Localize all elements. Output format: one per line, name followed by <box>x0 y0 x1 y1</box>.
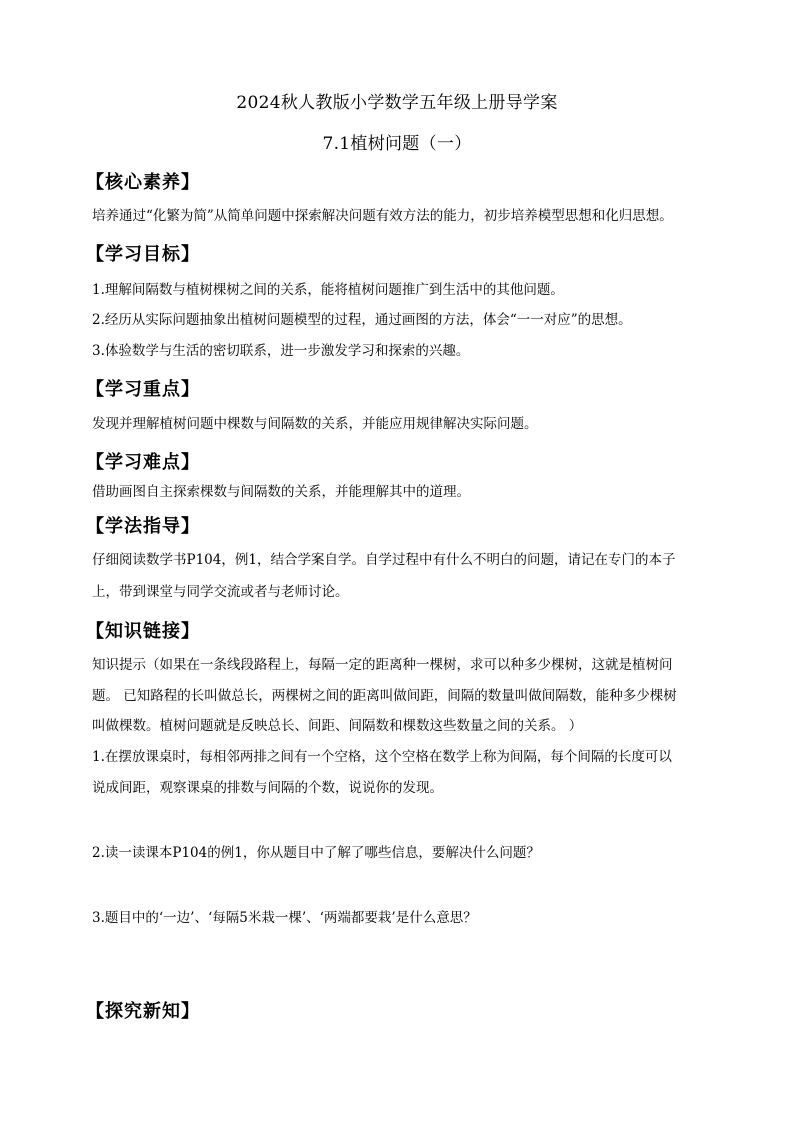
method-text-line-1: 仔细阅读数学书P104，例1，结合学案自学。自学过程中有什么不明白的问题，请记在专门的本子 <box>92 552 676 568</box>
question-1-line-1: 1.在摆放课桌时，每相邻两排之间有一个空格，这个空格在数学上称为间隔，每个间隔的长度可以 <box>92 749 672 765</box>
heading-learning-goals: 【学习目标】 <box>86 244 200 265</box>
question-1-line-2: 说成间距，观察课桌的排数与间隔的个数，说说你的发现。 <box>92 780 443 796</box>
goal-item-2: 2.经历从实际问题抽象出植树问题模型的过程，通过画图的方法，体会“一一对应”的思想。 <box>92 312 632 328</box>
heading-core-literacy: 【核心素养】 <box>86 172 200 193</box>
heading-method-guide: 【学法指导】 <box>86 516 200 537</box>
lesson-title: 7.1植树问题（一） <box>322 134 472 154</box>
heading-difficulties: 【学习难点】 <box>86 452 200 473</box>
difficulties-text: 借助画图自主探索棵数与间隔数的关系，并能理解其中的道理。 <box>92 484 470 500</box>
knowledge-hint-line-1: 知识提示（如果在一条线段路程上，每隔一定的距离种一棵树，求可以种多少棵树，这就是植树问 <box>92 657 673 673</box>
core-literacy-text: 培养通过“化繁为简”从简单问题中探索解决问题有效方法的能力，初步培养模型思想和化归思想。 <box>92 208 673 224</box>
knowledge-hint-line-3: 叫做棵数。植树问题就是反映总长、间距、间隔数和棵数这些数量之间的关系。 ） <box>92 718 583 734</box>
knowledge-hint-line-2: 题。 已知路程的长叫做总长，两棵树之间的距离叫做间距，间隔的数量叫做间隔数，能种多少棵树 <box>92 688 677 704</box>
key-points-text: 发现并理解植树问题中棵数与间隔数的关系，并能应用规律解决实际问题。 <box>92 416 538 432</box>
heading-explore-new: 【探究新知】 <box>86 1001 200 1022</box>
heading-key-points: 【学习重点】 <box>86 379 200 400</box>
question-3: 3.题目中的‘一边’、‘每隔5米栽一棵’、‘两端都要栽’是什么意思？ <box>92 910 477 926</box>
heading-knowledge-link: 【知识链接】 <box>86 621 200 642</box>
document-title: 2024秋人教版小学数学五年级上册导学案 <box>236 93 558 113</box>
method-text-line-2: 上，带到课堂与同学交流或者与老师讨论。 <box>92 584 349 600</box>
goal-item-1: 1.理解间隔数与植树棵树之间的关系，能将植树问题推广到生活中的其他问题。 <box>92 282 564 298</box>
question-2: 2.读一读课本P104的例1，你从题目中了解了哪些信息，要解决什么问题？ <box>92 845 540 861</box>
goal-item-3: 3.体验数学与生活的密切联系，进一步激发学习和探索的兴趣。 <box>92 343 470 359</box>
